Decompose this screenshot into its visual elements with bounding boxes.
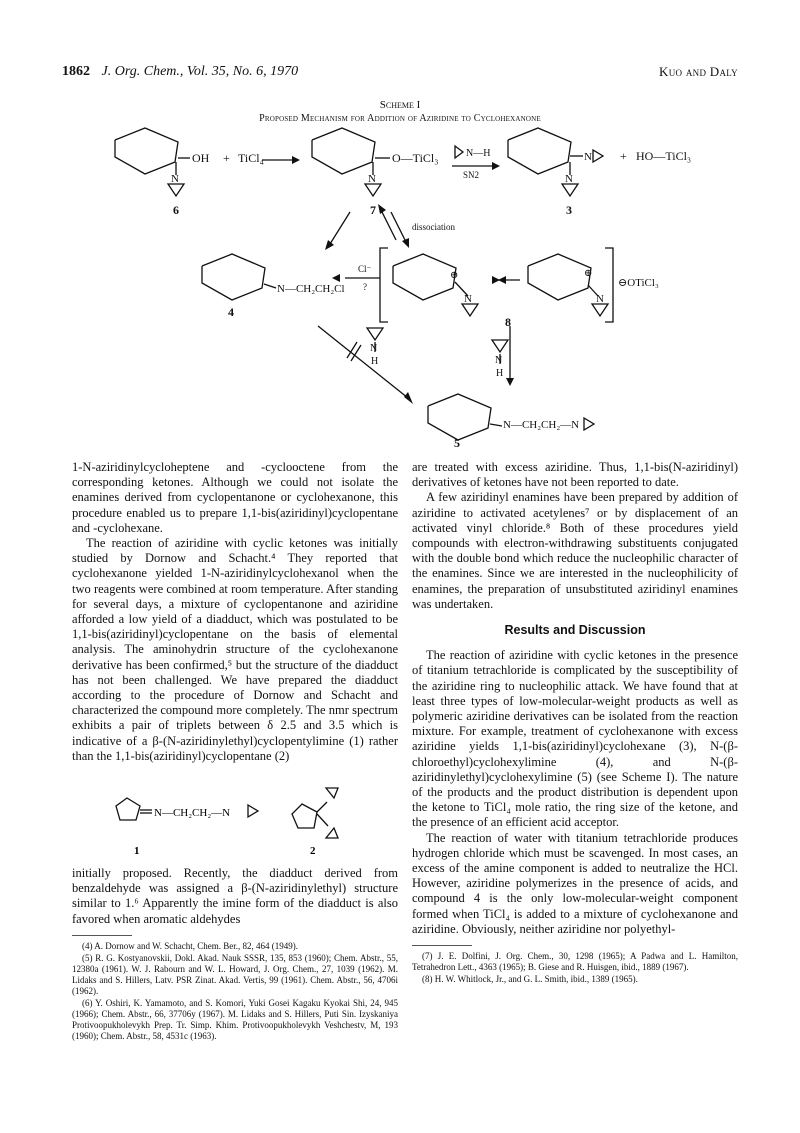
left-column	[72, 460, 398, 1043]
ho-ticl3-label: HO—TiCl₃	[636, 149, 692, 163]
page-number: 1862	[62, 64, 90, 79]
aziridine-reagent-a	[367, 328, 383, 340]
dissociation-arrow-down	[391, 212, 406, 242]
n-h-label: N—H	[466, 148, 491, 159]
svg-text:N: N	[584, 151, 592, 163]
right-paragraph-3: The reaction of aziridine with cyclic ketones in the presence of titanium tetrachloride is complicated by the susceptibility of the aziridine ring to nucleophilic attack. We have found that at least three types of low-molecular-weight products as well as polymeric aziridine derivatives can be isolated from the reaction mixture. For example, treatment of cyclohexanone with excess aziridine yields 1,1-bis(aziridinyl)cyclohexane (3), N-(β-chloroethyl)cyclohexylimine (4), and N-(β-aziridinylethyl)cyclohexylimine (5) (see Scheme I). The nature of the products and the product distribution is dependent upon the ketone to TiCl₄ mole ratio, the ring size of the ketone, and the presence of an efficient acid acceptor.	[412, 648, 738, 830]
structure-1-formula: N—CH₂CH₂—N	[154, 807, 231, 820]
h-label-b: H	[496, 368, 504, 379]
footnote-4: (4) A. Dornow and W. Schacht, Chem. Ber., 82, 464 (1949).	[82, 940, 298, 951]
left-bracket	[380, 248, 388, 322]
svg-text:N: N	[596, 293, 604, 305]
scheme-subtitle: Proposed Mechanism for Addition of Aziridine to Cyclohexanone	[259, 113, 541, 124]
footnote-8: (8) H. W. Whitlock, Jr., and G. L. Smith, ibid., 1389 (1965).	[422, 974, 638, 985]
left-paragraph-3: initially proposed. Recently, the diadduct derived from benzaldehyde was assigned a β-(N-aziridinylethyl) structure similar to 1.⁶ Apparently the imine form of the diadduct is also favored when aromatic aldehydes	[72, 866, 398, 926]
page-header	[62, 64, 738, 84]
cyclohexane-ring-cation-a	[393, 254, 459, 300]
n-ch2ch2cl-label: N—CH₂CH₂Cl	[277, 283, 345, 295]
cyclopentane-ring-1	[116, 798, 140, 820]
cyclopentane-ring-2	[292, 804, 317, 828]
positive-charge-a: ⊕	[450, 270, 459, 281]
cyclohexane-ring-6	[115, 128, 178, 174]
right-column	[412, 460, 738, 986]
footnote-5: (5) R. G. Kostyanovskii, Dokl. Akad. Nauk SSSR, 135, 853 (1960); Chem. Abstr., 55, 12380a (1961). W. J. Rabourn and W. L. Howard, J. Org. Chem., 27, 1039 (1962). M. Lidaks and S. Hillers, Latv. PSR Zinat. Akad. Vertis, 99 (1961). Chem. Abstr., 56, 4706i (1962).	[72, 952, 398, 996]
o-ticl3-label: O—TiCl₃	[392, 151, 439, 165]
aziridine-ring-2b	[326, 828, 338, 838]
plus-sign-2: +	[620, 149, 627, 163]
aziridine-ring-3a	[593, 150, 603, 162]
cyclohexane-ring-5	[428, 394, 491, 440]
sn2-label: SN2	[463, 170, 480, 180]
section-heading: Results and Discussion	[504, 623, 646, 638]
left-paragraph-2: The reaction of aziridine with cyclic ketones was initially studied by Dornow and Schacht.⁴ They reported that cyclohexanone yielded 1-N-aziridinylcyclohexanol when the two reagents were combined at room temperature. After standing for several days, a mixture of cyclopentanone and aziridine afforded a low yield of a diadduct, which was postulated to be 1,1-bis(aziridinyl)cyclopentane on the basis of elemental analysis. The aminohydrin structure of the cyclohexanone derivative has been confirmed,⁵ but the structure of the diadduct has not been challenged. We have prepared the diadduct according to the procedure of Dornow and Schacht and characterized the compound more completely. The nmr spectrum exhibits a pair of triplets between δ 2.5 and 3.5 which is indicative of a β-(N-aziridinylethyl)cyclopentylimine (1) rather than the 1,1-bis(aziridinyl)cyclopentane (2)	[72, 536, 398, 763]
right-paragraph-1: are treated with excess aziridine. Thus, 1,1-bis(N-aziridinyl) derivatives of ketones have not been reported to date.	[412, 460, 738, 490]
structures-1-and-2	[72, 780, 398, 858]
aziridine-reagent	[455, 146, 463, 158]
footnote-7: (7) J. E. Dolfini, J. Org. Chem., 30, 1298 (1965); A Padwa and L. Hamilton, Tetrahedron Lett., 4363 (1965); B. Giese and R. Huisgen, ibid., 1889 (1967).	[412, 951, 738, 973]
right-bracket	[605, 248, 613, 322]
svg-text:N: N	[565, 173, 573, 185]
aziridine-ring-6	[168, 184, 184, 196]
footnotes-left	[72, 941, 398, 1042]
dissociation-label: dissociation	[412, 222, 455, 232]
right-paragraph-2: A few aziridinyl enamines have been prepared by addition of aziridine to activated acetylenes⁷ or by displacement of an activated vinyl chloride.⁸ Both of these procedures yield compounds with electron-withdrawing substituents conjugated with the double bond which reduce the nucleophilic character of the enamines. Since we are interested in the nucleophilicity of enamines, the preparation of unsubstituted aziridinyl enamines was undertaken.	[412, 490, 738, 611]
compound-label-8: 8	[505, 315, 511, 329]
footnote-6: (6) Y. Oshiri, K. Yamamoto, and S. Komori, Yuki Gosei Kagaku Kyokai Shi, 24, 945 (1966); Chem. Abstr., 66, 37706y (1967). M. Lidaks and S. Hillers, Puti Sin. Izyskaniya Protivoopukholevykh Prep. Tr. Simp. Khim. Protivoopukholevykh Veshchestv, M, 193 (1960); Chem. Abstr., 58, 4531c (1963).	[72, 997, 398, 1041]
aziridine-ring-cation-a	[462, 304, 478, 316]
n-ch2ch2n-label: N—CH₂CH₂—N	[503, 419, 580, 431]
oh-label: OH	[192, 151, 210, 165]
footnote-rule-left	[72, 935, 132, 936]
aziridine-ring-2a	[326, 788, 338, 798]
left-paragraph-1: 1-N-aziridinylcycloheptene and -cyclooctene from the corresponding ketones. Although we could not isolate the enamines derived from cyclopentanone or cyclohexanone, this procedure enabled us to prepare 1,1-bis(aziridinyl)cyclopentane and -cyclohexane.	[72, 460, 398, 535]
header-citation	[62, 64, 298, 80]
positive-charge-b: ⊕	[584, 268, 593, 279]
cyclohexane-ring-cation-b	[528, 254, 591, 300]
aziridine-reagent-b	[492, 340, 508, 352]
ticl4-label: TiCl₄	[238, 151, 264, 165]
cyclohexane-ring-7	[312, 128, 375, 174]
aziridine-ring-1	[248, 805, 258, 817]
chloride-label: Cl⁻	[358, 264, 372, 274]
right-paragraph-4: The reaction of water with titanium tetrachloride produces hydrogen chloride which must be scavenged. In most cases, an excess of the amine component is added to neutralize the HCl. However, aziridine polymerizes in the presence of acids, and compound 4 is the only low-molecular-weight component formed when TiCl₄ is added to a mixture of cyclohexanone and aziridine. Obviously, neither aziridine nor polyethyl-	[412, 830, 738, 936]
svg-text:N: N	[171, 173, 179, 185]
running-authors: Kuo and Daly	[659, 64, 738, 79]
plus-sign-1: +	[223, 151, 230, 165]
blocked-arrow	[318, 326, 408, 398]
aziridine-ring-cation-b	[592, 304, 608, 316]
structure-label-2: 2	[310, 845, 316, 858]
footnotes-right	[412, 951, 738, 985]
journal-citation: J. Org. Chem., Vol. 35, No. 6, 1970	[101, 64, 299, 79]
structure-label-1: 1	[134, 845, 140, 858]
structure-figure	[72, 780, 398, 858]
reaction-scheme	[0, 120, 800, 450]
compound-label-5: 5	[454, 436, 460, 450]
question-label: ?	[363, 282, 367, 292]
compound-label-7: 7	[370, 203, 376, 217]
dissociation-arrow-up	[381, 210, 396, 240]
compound-label-3: 3	[566, 203, 572, 217]
arrow-to-4	[330, 212, 350, 244]
oticl3-anion-label: ⊖OTiCl₃	[618, 277, 659, 289]
svg-text:N: N	[464, 293, 472, 305]
cyclohexane-ring-4	[202, 254, 265, 300]
svg-text:N: N	[368, 173, 376, 185]
h-label-a: H	[371, 356, 379, 367]
scheme-title: Scheme I	[379, 99, 421, 111]
aziridine-ring-3b	[562, 184, 578, 196]
aziridine-ring-5	[584, 418, 594, 430]
footnote-rule-right	[412, 945, 472, 946]
svg-text:N: N	[495, 355, 503, 366]
compound-label-6: 6	[173, 203, 179, 217]
svg-text:N: N	[370, 343, 378, 354]
aziridine-ring-7	[365, 184, 381, 196]
compound-label-4: 4	[228, 305, 234, 319]
cyclohexane-ring-3	[508, 128, 571, 174]
